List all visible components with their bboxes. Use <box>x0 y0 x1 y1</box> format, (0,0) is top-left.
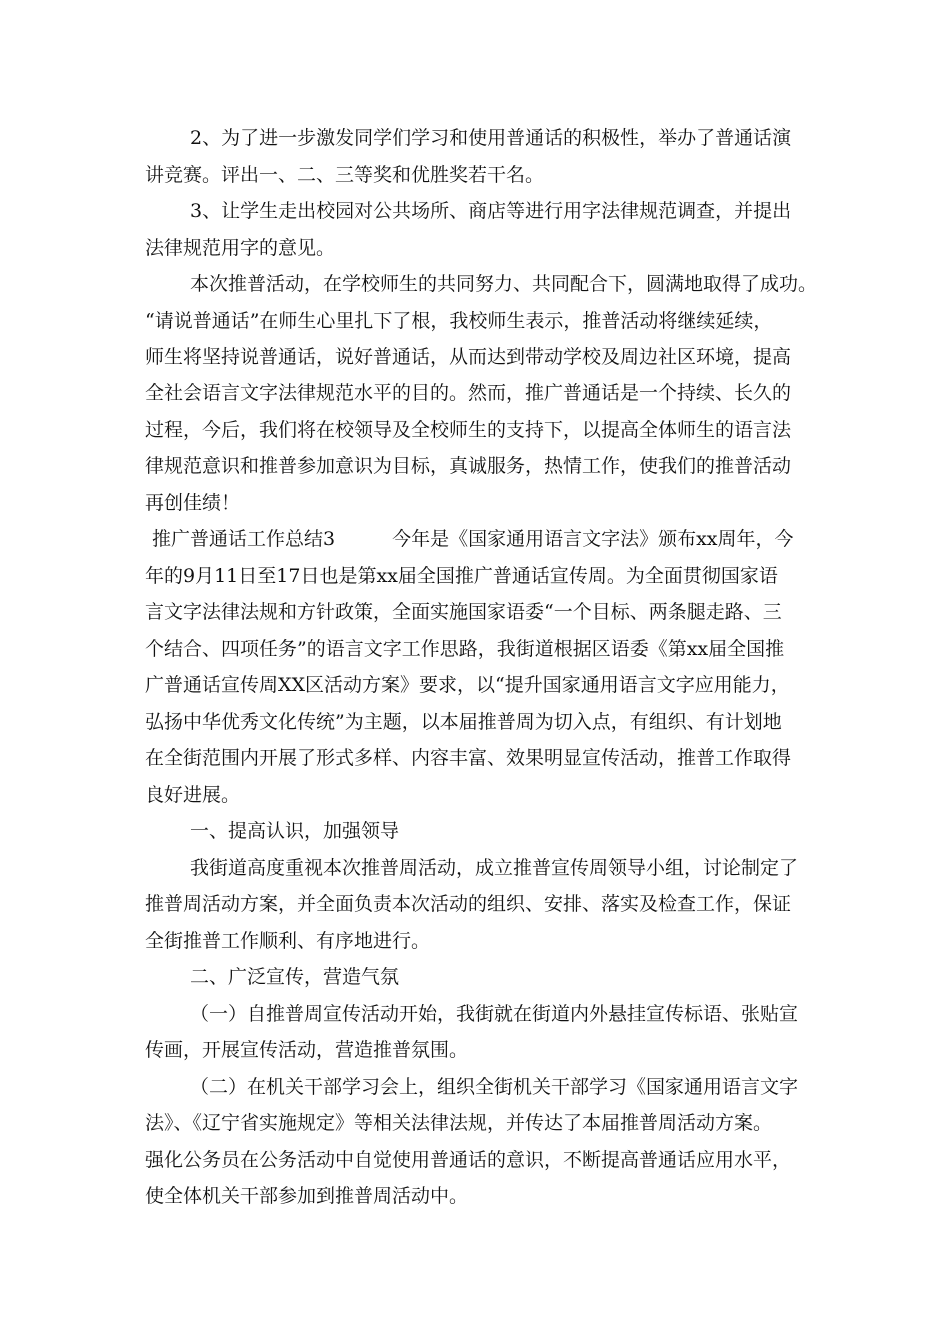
text-line: 师生将坚持说普通话，说好普通话，从而达到带动学校及周边社区环境，提高 <box>145 346 792 368</box>
subheading-line: 一、提高认识，加强领导 <box>190 820 400 842</box>
text-line: 我街道高度重视本次推普周活动，成立推普宣传周领导小组，讨论制定了 <box>190 857 799 879</box>
text-line: 弘扬中华优秀文化传统”为主题，以本届推普周为切入点，有组织、有计划地 <box>145 711 782 733</box>
text-line: 言文字法律法规和方针政策，全面实施国家语委“一个目标、两条腿走路、三 <box>145 601 782 623</box>
text-line: 本次推普活动，在学校师生的共同努力、共同配合下，圆满地取得了成功。 <box>190 273 818 295</box>
text-line: 推普周活动方案，并全面负责本次活动的组织、安排、落实及检查工作，保证 <box>145 893 792 915</box>
text-line: 全街推普工作顺利、有序地进行。 <box>145 930 431 952</box>
text-line: 2、为了进一步激发同学们学习和使用普通话的积极性，举办了普通话演 <box>190 127 792 149</box>
text-line: （二）在机关干部学习会上，组织全街机关干部学习《国家通用语言文字 <box>190 1076 799 1098</box>
text-line: 法律规范用字的意见。 <box>145 237 336 259</box>
text-line: 良好进展。 <box>145 784 241 806</box>
text-line: 全社会语言文字法律规范水平的目的。然而，推广普通话是一个持续、长久的 <box>145 382 792 404</box>
text-line: 传画，开展宣传活动，营造推普氛围。 <box>145 1039 469 1061</box>
text-line: 个结合、四项任务”的语言文字工作思路，我街道根据区语委《第xx届全国推 <box>145 638 785 660</box>
text-line: 再创佳绩！ <box>145 492 241 514</box>
subheading-line: 二、广泛宣传，营造气氛 <box>190 966 400 988</box>
text-line: 3、让学生走出校园对公共场所、商店等进行用字法律规范调查，并提出 <box>190 200 792 222</box>
text-line: 过程，今后，我们将在校领导及全校师生的支持下，以提高全体师生的语言法 <box>145 419 792 441</box>
text-line: 使全体机关干部参加到推普周活动中。 <box>145 1185 469 1207</box>
text-line: 强化公务员在公务活动中自觉使用普通话的意识，不断提高普通话应用水平， <box>145 1149 792 1171</box>
text-line: 法》、《辽宁省实施规定》等相关法律法规，并传达了本届推普周活动方案。 <box>145 1112 773 1134</box>
text-line: “请说普通话”在师生心里扎下了根，我校师生表示，推普活动将继续延续， <box>145 310 773 332</box>
text-line: 律规范意识和推普参加意识为目标，真诚服务，热情工作，使我们的推普活动 <box>145 455 792 477</box>
text-line: 在全街范围内开展了形式多样、内容丰富、效果明显宣传活动，推普工作取得 <box>145 747 792 769</box>
text-line: （一）自推普周宣传活动开始，我街就在街道内外悬挂宣传标语、张贴宣 <box>190 1003 799 1025</box>
text-line: 广普通话宣传周XX区活动方案》要求，以“提升国家通用语言文字应用能力， <box>145 674 790 696</box>
text-line: 年的9月11日至17日也是第xx届全国推广普通话宣传周。为全面贯彻国家语 <box>145 565 778 587</box>
text-line: 讲竞赛。评出一、二、三等奖和优胜奖若干名。 <box>145 164 545 186</box>
section-heading-line: 推广普通话工作总结3 今年是《国家通用语言文字法》颁布xx周年，今 <box>152 528 794 550</box>
